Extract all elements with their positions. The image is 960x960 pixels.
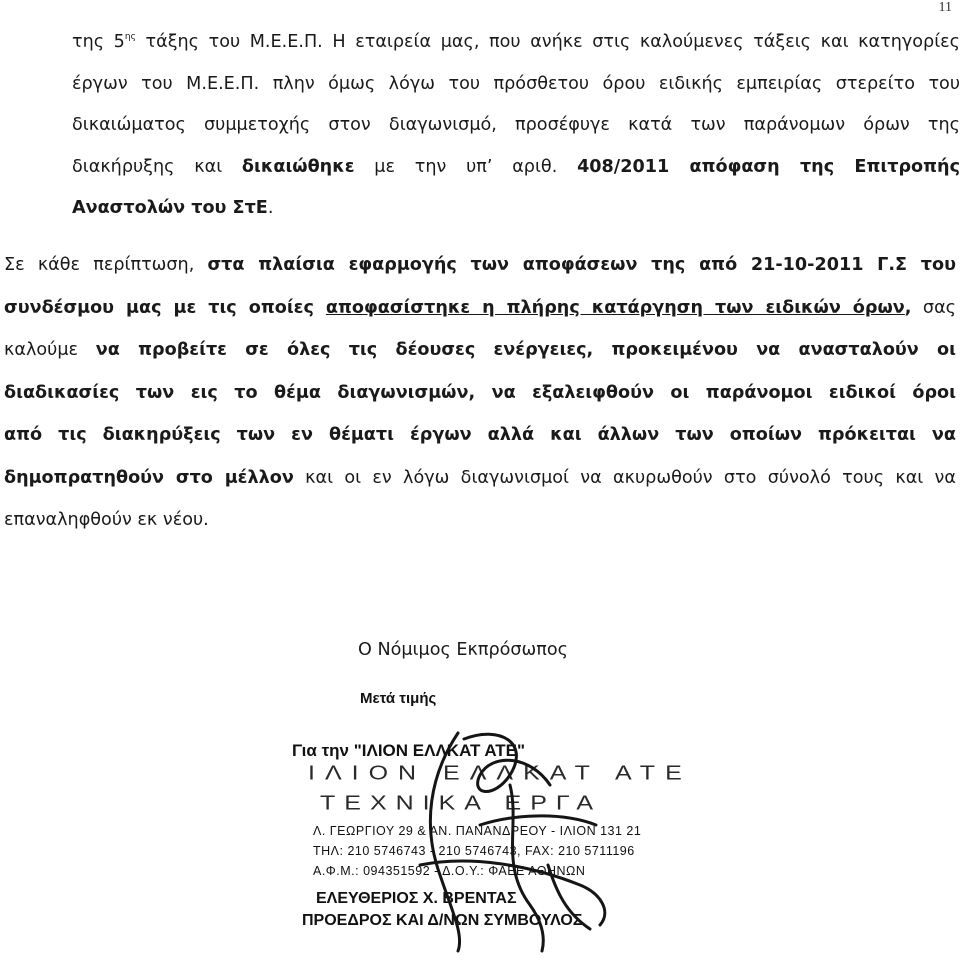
stamp-company-line: Για την "ΙΛΙΟΝ ΕΛΛΚΑΤ ΑΤΕ" [292,741,526,760]
paragraph-2-line-3: καλούμε να προβείτε σε όλες τις δέουσες ενέργειες, προκειμένου να ανασταλούν οι [4,340,956,360]
paragraph-1-line-5: Αναστολών του ΣτΕ. [72,198,274,218]
paragraph-2-line-5: από τις διακηρύξεις των εν θέματι έργων αλλά και άλλων των οποίων πρόκειται να [4,425,956,445]
handwritten-signature-icon [360,715,660,955]
closing-respects: Μετά τιμής [360,690,437,707]
stamp-phone: ΤΗΛ: 210 5746743 - 210 5746743, FAX: 210 5711196 [313,844,635,858]
paragraph-2-line-7: επαναληφθούν εκ νέου. [4,510,209,530]
paragraph-2-line-1: Σε κάθε περίπτωση, στα πλαίσια εφαρμογής των αποφάσεων της από 21-10-2011 Γ.Σ του [4,255,956,275]
paragraph-1-line-3: δικαιώματος συμμετοχής στον διαγωνισμό, προσέφυγε κατά των παράνομων όρων της [72,115,960,135]
paragraph-2-line-6: δημοπρατηθούν στο μέλλον και οι εν λόγω διαγωνισμοί να ακυρωθούν στο σύνολό τους και να [4,467,956,488]
paragraph-2 [0,244,956,542]
page-number: 11 [938,0,952,15]
stamp-address: Λ. ΓΕΩΡΓΙΟΥ 29 & ΑΝ. ΠΑΝΑΝΔΡΕΟΥ - ΙΛΙΟΝ 131 21 [313,824,642,838]
paragraph-1 [0,22,960,230]
paragraph-1-line-1: της $5^{\eta\varsigma}$ τάξης του Μ.Ε.Ε.Π. Η εταιρεία μας, που ανήκε στις καλούμενες τάξεις και κατηγορίες [72,32,960,52]
stamp-tax-id: Α.Φ.Μ.: 094351592 - Δ.Ο.Υ.: ΦΑΕΕ ΑΘΗΝΩΝ [313,864,586,878]
legal-representative-caption: Ο Νόμιμος Εκπρόσωπος [358,640,568,660]
stamp-company-subtitle: ΤΕΧΝΙΚΑ ΕΡΓΑ [320,792,603,815]
paragraph-2-line-4: διαδικασίες των εις το θέμα διαγωνισμών, να εξαλειφθούν οι παράνομοι ειδικοί όροι [4,382,956,403]
paragraph-2-line-2: συνδέσμου μας με τις οποίες αποφασίστηκε η πλήρης κατάργηση των ειδικών όρων, σας [4,297,956,318]
stamp-signer-title: ΠΡΟΕΔΡΟΣ ΚΑΙ Δ/ΝΩΝ ΣΥΜΒΟΥΛΟΣ [302,912,583,929]
paragraph-1-line-2: έργων του Μ.Ε.Ε.Π. πλην όμως λόγω του πρόσθετου όρου ειδικής εμπειρίας στερείτο του [72,73,960,94]
stamp-company-name: ΙΛΙΟΝ ΕΛΛΚΑΤ ΑΤΕ [308,762,692,785]
stamp-signer-name: ΕΛΕΥΘΕΡΙΟΣ Χ. ΒΡΕΝΤΑΣ [316,890,517,907]
paragraph-1-line-4: διακήρυξης και δικαιώθηκε με την υπ’ αριθ. 408/2011 απόφαση της Επιτροπής [72,156,960,177]
